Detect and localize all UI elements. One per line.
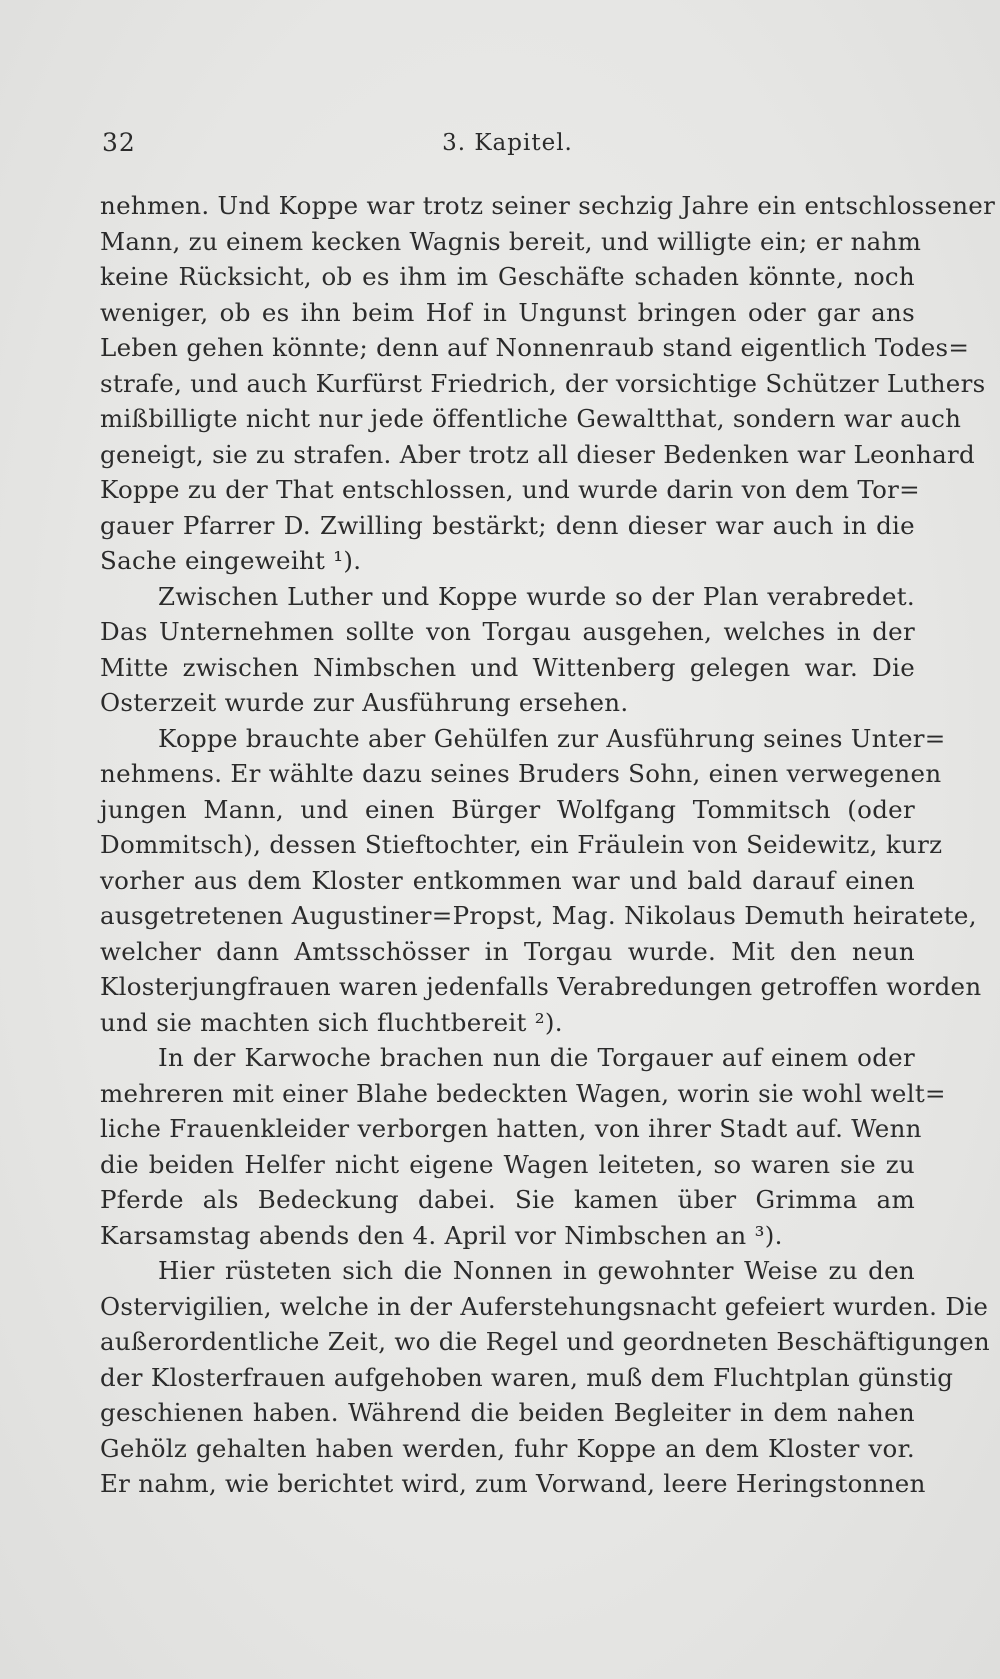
text-line: liche Frauenkleider verborgen hatten, von ihrer Stadt auf. Wenn xyxy=(100,1114,922,1143)
text-line: Mitte zwischen Nimbschen und Wittenberg gelegen war. Die xyxy=(100,652,915,682)
text-line: außerordentliche Zeit, wo die Regel und geordneten Beschäftigungen xyxy=(100,1327,991,1356)
text-line: ausgetretenen Augustiner=Propst, Mag. Nikolaus Demuth heiratete, xyxy=(100,901,977,930)
text-line: Karsamstag abends den 4. April vor Nimbschen an ³). xyxy=(100,1220,783,1250)
running-title: 3. Kapitel. xyxy=(442,130,573,156)
text-line: keine Rücksicht, ob es ihm im Geschäfte schaden könnte, noch xyxy=(100,262,915,291)
text-line: Gehölz gehalten haben werden, fuhr Koppe an dem Kloster vor. xyxy=(100,1433,915,1463)
text-line: mehreren mit einer Blahe bedeckten Wagen, worin sie wohl welt= xyxy=(100,1078,946,1108)
text-line: geschienen haben. Während die beiden Begleiter in dem nahen xyxy=(100,1398,915,1427)
text-line: und sie machten sich fluchtbereit ²). xyxy=(100,1007,563,1037)
page-header xyxy=(100,128,915,168)
text-line: weniger, ob es ihn beim Hof in Ungunst bringen oder gar ans xyxy=(100,297,915,327)
page-number: 32 xyxy=(102,128,136,157)
text-line: In der Karwoche brachen nun die Torgauer auf einem oder xyxy=(158,1043,915,1072)
text-line: Leben gehen könnte; denn auf Nonnenraub stand eigentlich Todes= xyxy=(100,333,970,362)
text-line: Koppe brauchte aber Gehülfen zur Ausführung seines Unter= xyxy=(158,723,946,753)
text-line: Zwischen Luther und Koppe wurde so der Plan verabredet. xyxy=(158,581,915,611)
text-line: Das Unternehmen sollte von Torgau ausgehen, welches in der xyxy=(100,617,915,646)
text-line: Klosterjungfrauen waren jedenfalls Verabredungen getroffen worden xyxy=(100,972,982,1001)
text-line: vorher aus dem Kloster entkommen war und bald darauf einen xyxy=(100,865,915,895)
text-line: Ostervigilien, welche in der Auferstehungsnacht gefeiert wurden. Die xyxy=(100,1291,989,1321)
text-line: strafe, und auch Kurfürst Friedrich, der vorsichtige Schützer Luthers xyxy=(100,368,986,398)
text-line: Dommitsch), dessen Stieftochter, ein Fräulein von Seidewitz, kurz xyxy=(100,830,943,859)
text-line: Mann, zu einem kecken Wagnis bereit, und willigte ein; er nahm xyxy=(100,226,922,256)
text-line: Hier rüsteten sich die Nonnen in gewohnter Weise zu den xyxy=(158,1256,915,1285)
text-line: mißbilligte nicht nur jede öffentliche Gewaltthat, sondern war auch xyxy=(100,404,962,433)
text-line: die beiden Helfer nicht eigene Wagen leiteten, so waren sie zu xyxy=(100,1149,915,1179)
text-line: nehmens. Er wählte dazu seines Bruders Sohn, einen verwegenen xyxy=(100,759,942,788)
text-line: geneigt, sie zu strafen. Aber trotz all dieser Bedenken war Leonhard xyxy=(100,439,976,469)
text-line: nehmen. Und Koppe war trotz seiner sechzig Jahre ein entschlossener xyxy=(100,191,996,220)
text-line: jungen Mann, und einen Bürger Wolfgang Tommitsch (oder xyxy=(100,794,915,824)
text-line: Pferde als Bedeckung dabei. Sie kamen über Grimma am xyxy=(100,1185,915,1214)
body-text xyxy=(100,188,996,1502)
text-line: welcher dann Amtsschösser in Torgau wurde. Mit den neun xyxy=(100,936,915,966)
text-line: gauer Pfarrer D. Zwilling bestärkt; denn dieser war auch in die xyxy=(100,510,915,540)
text-line: Osterzeit wurde zur Ausführung ersehen. xyxy=(100,688,629,717)
text-line: Koppe zu der That entschlossen, und wurde darin von dem Tor= xyxy=(100,475,921,504)
text-line: Er nahm, wie berichtet wird, zum Vorwand, leere Heringstonnen xyxy=(100,1469,926,1498)
text-line: der Klosterfrauen aufgehoben waren, muß dem Fluchtplan günstig xyxy=(100,1362,954,1392)
text-line: Sache eingeweiht ¹). xyxy=(100,546,362,575)
